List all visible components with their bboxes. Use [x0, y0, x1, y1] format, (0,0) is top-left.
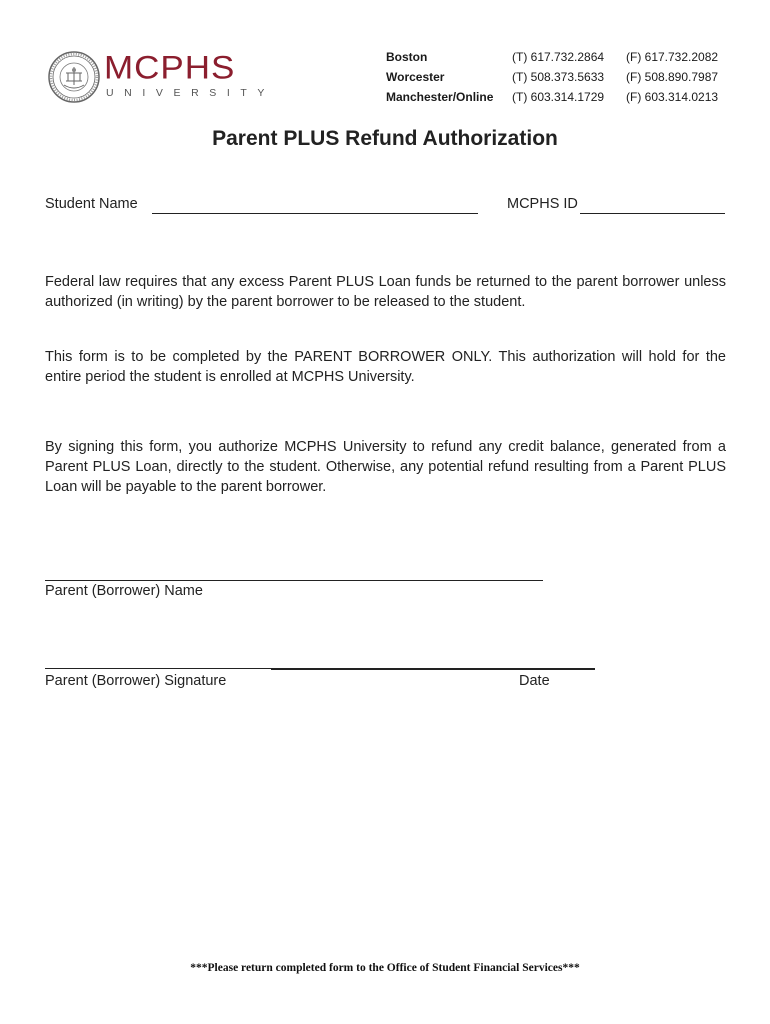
student-id-label: MCPHS ID	[507, 196, 578, 212]
date-field[interactable]	[271, 654, 595, 670]
contact-info	[386, 47, 736, 107]
parent-signature-field[interactable]	[45, 654, 271, 669]
telephone-number: (T) 617.732.2864	[512, 50, 605, 64]
paragraph-authorization: By signing this form, you authorize MCPHS University to refund any credit balance, generated from a Parent PLUS Loan, directly to the student. Otherwise, any potential refund resulting from a Parent PLUS Loan will be payable to the parent borrower.	[45, 439, 726, 495]
form-title: Parent PLUS Refund Authorization	[212, 127, 558, 150]
contact-row-manchester	[386, 87, 736, 107]
university-seal-icon	[48, 51, 100, 103]
contact-row-boston	[386, 47, 736, 67]
parent-signature-label: Parent (Borrower) Signature	[45, 673, 227, 689]
paragraph-parent-only: This form is to be completed by the PARENT BORROWER ONLY. This authorization will hold for the entire period the student is enrolled at MCPHS University.	[45, 349, 726, 385]
parent-name-field[interactable]	[45, 566, 543, 581]
telephone-number: (T) 603.314.1729	[512, 90, 605, 104]
telephone-number: (T) 508.373.5633	[512, 70, 605, 84]
contact-row-worcester	[386, 67, 736, 87]
campus-name: Worcester	[386, 70, 445, 84]
logo-wordmark: MCPHS	[104, 50, 236, 87]
fax-number: (F) 603.314.0213	[626, 90, 719, 104]
campus-name: Manchester/Online	[386, 90, 494, 104]
fax-number: (F) 617.732.2082	[626, 50, 719, 64]
university-logo	[48, 50, 276, 110]
fax-number: (F) 508.890.7987	[626, 70, 719, 84]
student-name-label: Student Name	[45, 196, 138, 212]
parent-name-label: Parent (Borrower) Name	[45, 583, 203, 599]
student-name-field[interactable]	[152, 198, 478, 214]
footer-note: ***Please return completed form to the Office of Student Financial Services***	[190, 962, 580, 974]
logo-subtext: UNIVERSITY	[106, 87, 276, 99]
student-id-field[interactable]	[580, 198, 725, 214]
paragraph-federal-law: Federal law requires that any excess Parent PLUS Loan funds be returned to the parent borrower unless authorized (in writing) by the parent borrower to be released to the student.	[45, 274, 726, 310]
date-label: Date	[519, 673, 550, 689]
campus-name: Boston	[386, 50, 428, 64]
